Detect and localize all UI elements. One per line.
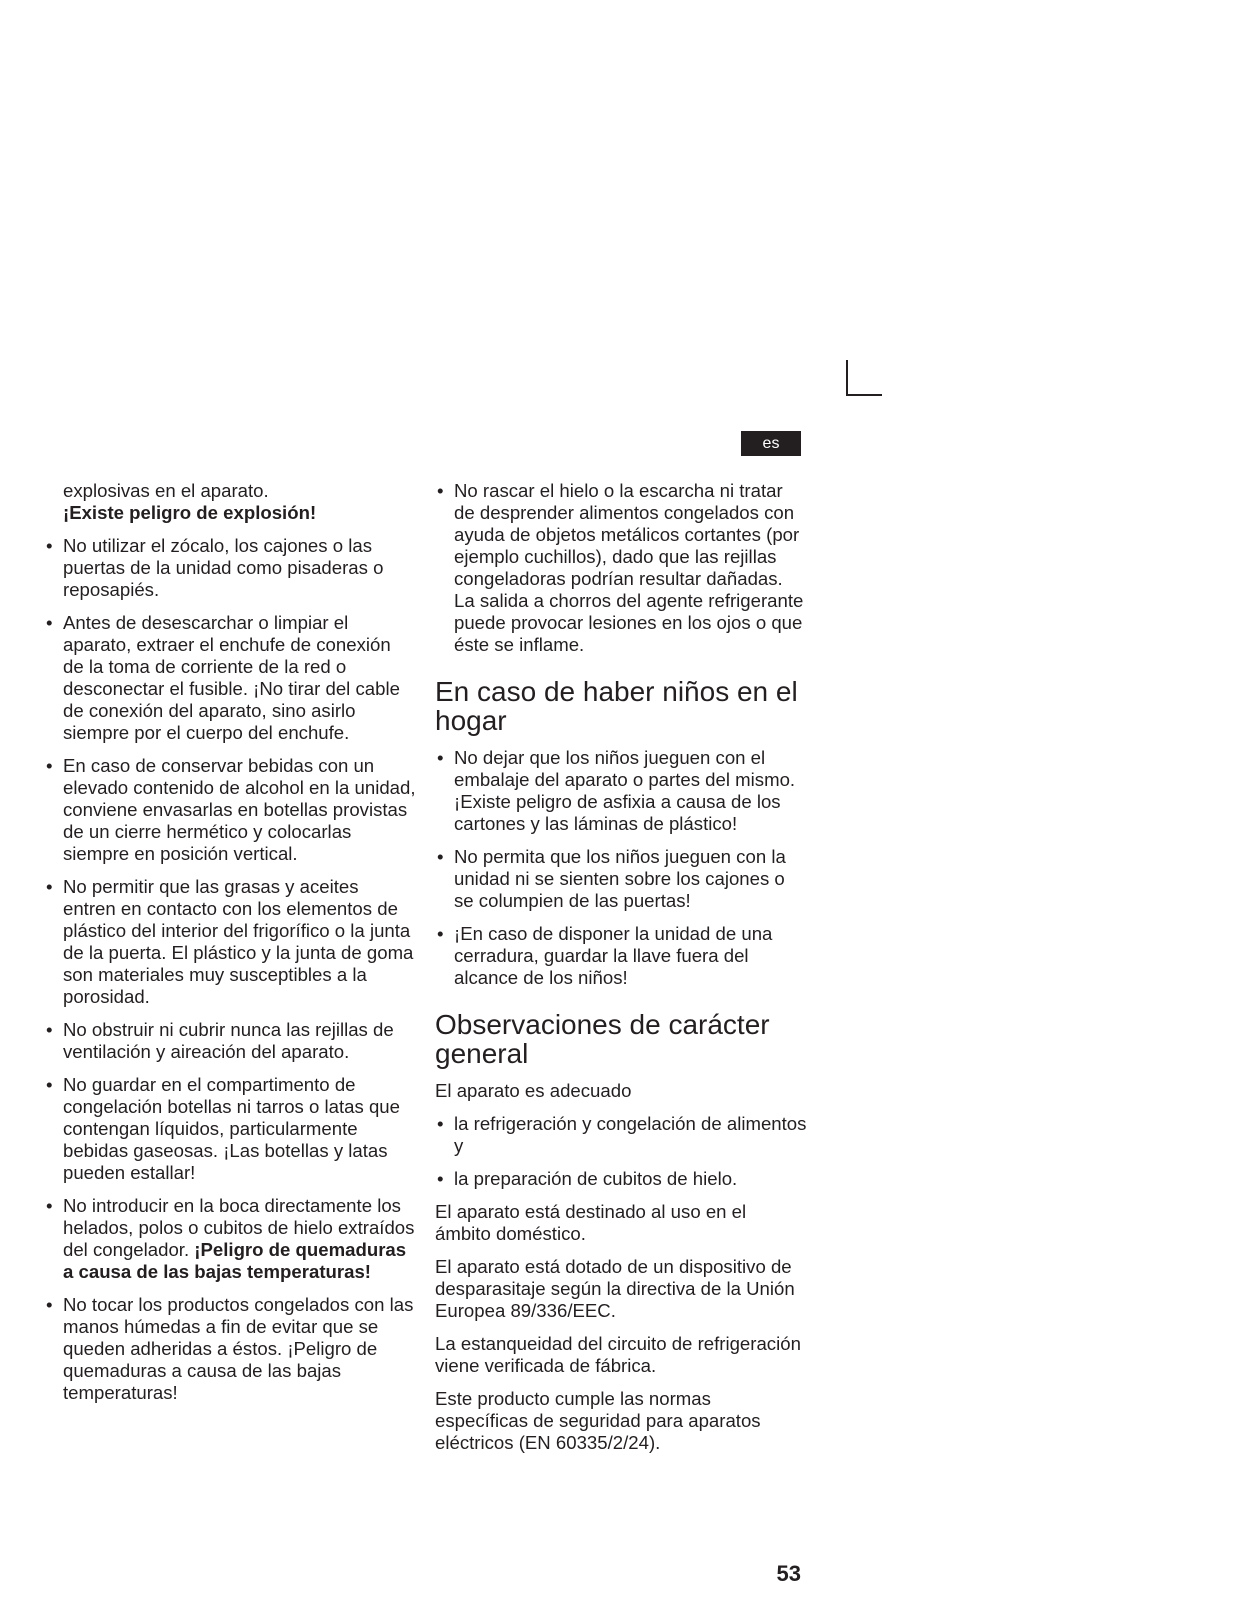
list-item-text: la refrigeración y congelación de alimentos y [454, 1113, 807, 1156]
list-item [44, 612, 416, 744]
general-paragraph: Este producto cumple las normas específicas de seguridad para aparatos eléctricos (EN 60335/2/24). [435, 1388, 761, 1453]
safety-bullet-list [44, 535, 416, 1404]
list-item [435, 846, 807, 912]
bullet-icon: • [46, 1019, 53, 1040]
bullet-icon: • [437, 747, 444, 768]
general-paragraph: El aparato está dotado de un dispositivo de desparasitaje según la directiva de la Unión Europea 89/336/EEC. [435, 1256, 795, 1321]
list-item-text: No rascar el hielo o la escarcha ni tratar de desprender alimentos congelados con ayuda de objetos metálicos cortantes (por ejemplo cuchillos), dado que las rejillas congeladoras podrían resultar dañadas. La salida a chorros del agente refrigerante puede provocar lesiones en los ojos o que éste se inflame. [454, 480, 804, 655]
bullet-icon: • [437, 1113, 444, 1134]
crop-mark [846, 360, 882, 396]
right-column [435, 480, 807, 1465]
bullet-icon: • [437, 1168, 444, 1189]
list-item [44, 535, 416, 601]
list-item [44, 1074, 416, 1184]
bullet-icon: • [437, 846, 444, 867]
bullet-icon: • [437, 923, 444, 944]
page-number: 53 [776, 1561, 801, 1586]
list-item [435, 1113, 807, 1157]
bullet-icon: • [46, 876, 53, 897]
left-column [44, 480, 416, 1415]
list-item [435, 1168, 807, 1190]
list-item [44, 1195, 416, 1283]
continued-line: explosivas en el aparato. [63, 480, 269, 501]
list-item-text: No obstruir ni cubrir nunca las rejillas de ventilación y aireación del aparato. [63, 1019, 394, 1062]
list-item-text: la preparación de cubitos de hielo. [454, 1168, 738, 1189]
bullet-icon: • [46, 535, 53, 556]
section-heading-general: Observaciones de carácter general [435, 1009, 770, 1069]
list-item [435, 747, 807, 835]
bullet-icon: • [46, 1195, 53, 1216]
general-paragraph: La estanqueidad del circuito de refrigeración viene verificada de fábrica. [435, 1333, 801, 1376]
list-item [435, 923, 807, 989]
list-item [435, 480, 807, 656]
burn-warning: ¡Peligro de quemaduras a causa de las bajas temperaturas! [63, 1239, 407, 1282]
list-item [44, 755, 416, 865]
list-item-text: No permita que los niños jueguen con la unidad ni se sienten sobre los cajones o se columpien de las puertas! [454, 846, 786, 911]
section-heading-children: En caso de haber niños en el hogar [435, 676, 798, 736]
list-item-text: No tocar los productos congelados con las manos húmedas a fin de evitar que se queden adheridas a éstos. ¡Peligro de quemaduras a causa de las bajas temperaturas! [63, 1294, 414, 1403]
continued-text [44, 480, 416, 524]
list-item-text: ¡En caso de disponer la unidad de una cerradura, guardar la llave fuera del alcance de los niños! [454, 923, 773, 988]
list-item-text: No guardar en el compartimento de congelación botellas ni tarros o latas que contengan líquidos, particularmente bebidas gaseosas. ¡Las botellas y latas pueden estallar! [63, 1074, 400, 1183]
general-intro: El aparato es adecuado [435, 1080, 632, 1101]
ice-bullet-list [435, 480, 807, 656]
list-item-text: No dejar que los niños jueguen con el embalaje del aparato o partes del mismo. ¡Existe peligro de asfixia a causa de los cartones y las láminas de plástico! [454, 747, 796, 834]
bullet-icon: • [46, 755, 53, 776]
list-item-text: Antes de desescarchar o limpiar el aparato, extraer el enchufe de conexión de la toma de corriente de la red o desconectar el fusible. ¡No tirar del cable de conexión del aparato, sino asirlo siempre por el cuerpo del enchufe. [63, 612, 400, 743]
list-item [44, 1019, 416, 1063]
list-item-text: No introducir en la boca directamente los helados, polos o cubitos de hielo extraídos del congelador. [63, 1195, 415, 1260]
list-item [44, 1294, 416, 1404]
list-item-text: No utilizar el zócalo, los cajones o las puertas de la unidad como pisaderas o reposapiés. [63, 535, 384, 600]
list-item [44, 876, 416, 1008]
list-item-text: No permitir que las grasas y aceites entren en contacto con los elementos de plástico del interior del frigorífico o la junta de la puerta. El plástico y la junta de goma son materiales muy susceptibles a la porosidad. [63, 876, 414, 1007]
bullet-icon: • [46, 612, 53, 633]
bullet-icon: • [46, 1074, 53, 1095]
general-paragraph: El aparato está destinado al uso en el ámbito doméstico. [435, 1201, 747, 1244]
list-item-text: En caso de conservar bebidas con un elevado contenido de alcohol en la unidad, conviene envasarlas en botellas provistas de un cierre hermético y colocarlas siempre en posición vertical. [63, 755, 416, 864]
bullet-icon: • [437, 480, 444, 501]
bullet-icon: • [46, 1294, 53, 1315]
language-tag: es [741, 431, 801, 456]
explosion-warning: ¡Existe peligro de explosión! [63, 502, 317, 523]
children-bullet-list [435, 747, 807, 989]
general-bullet-list [435, 1113, 807, 1190]
